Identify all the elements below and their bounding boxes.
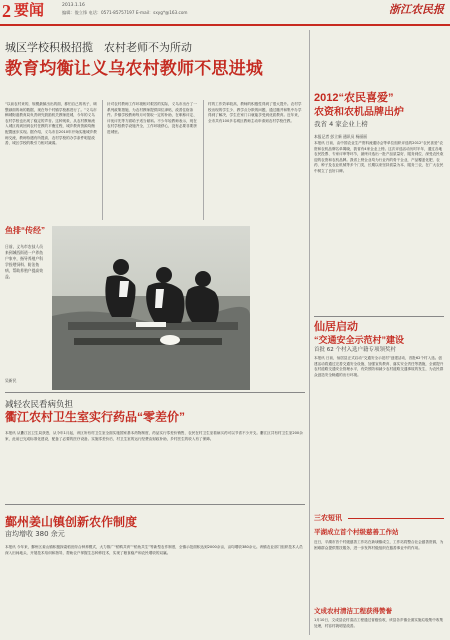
column-rule <box>102 100 103 220</box>
main-body-col2: 针对农村教师工作环境相对艰苦的实际，义乌市出台了一系列政策措施，为农村教师提供岗位津贴，改善住宿条件。乡镇学校教师每月可领取一定的补助，在职称评定、评优评先等方面给予适当倾斜。不少年轻教师表示，现在农村学校教学设施齐全，工作环境舒心，没有必要非要挤进城里。 <box>107 102 197 134</box>
right-mid-kicker: 仙居启动 <box>314 321 358 333</box>
right-mid-subhead: 首批 62 个村入选户籍专项领奖村 <box>314 347 396 353</box>
photo-author: 吴新民 <box>5 378 17 383</box>
photo-caption: 日前，义乌市农技人员来到城西街道一户养鱼户家中，指导养殖户科学投喂饲料、防治鱼病，帮助养殖户提高效益。 <box>5 244 43 279</box>
right-bottom-item1-body: 近日，平湖市首个村级慈善工作站在新埭镇成立，工作站将整合社会慈善资源，为困难群众提供帮扶服务，进一步发挥村级组织在慈善事业中的作用。 <box>314 540 444 550</box>
masthead-logo: 浙江农民报 <box>389 4 444 16</box>
photo-fish-farmers-image <box>52 226 250 390</box>
story2-kicker: 减轻农民看病负担 <box>5 399 74 409</box>
column-rule <box>309 30 310 635</box>
header-rule <box>0 24 450 26</box>
photo-label: 鱼排“传经” <box>5 226 45 235</box>
section-divider <box>5 392 305 393</box>
right-mid-body: 本报讯 日前，仙居县正式启动“交通安全示范村”创建活动，首批62个村入选。创建活动将通过完善交通安全设施、加强宣传教育、落实安全责任等措施，全面提升农村道路交通安全管理水平，有效预防和减少农村道路交通事故的发生，为农民群众创造安全畅通的出行环境。 <box>314 356 444 377</box>
right-bottom-item2-title: 文成农村清洁工程获得赞誉 <box>314 608 392 615</box>
main-body-col1: “以前农村来的，规模最频出出的面，都怕自己的孩子，调整副面的场的数据，现在每个村镇学校都进行了。”义乌市稠城街道教育局负责研究鼓励机关教师进城，今年的义乌农村学校也出现了稳定的声音。这种现象，从农村教师流入城区再到回到农村任教的平衡过程，城乡教育资源均衡配置逐步实现。据介绍，义乌市自2010年开始实施城乡教师交流，教师待遇有所提高，农村学校的办学条件明显改善，城区学校的吸引力相对减弱。 <box>5 102 97 146</box>
page-header <box>0 0 450 24</box>
right-bottom-item2-body: 1月10日，文成县农村清洁工程通过省级验收，该县各乡镇全面实施垃圾集中收集处理，村容村貌明显改善。 <box>314 618 444 628</box>
section-divider <box>314 316 444 317</box>
editor-contact: 编辑：俊立锋 电话：0571-85757197 E-mail：sxyg*@163.com <box>62 10 188 15</box>
main-body-col3: 村的工作效率较高，教师的积极性得到了很大提升。农村学校出现的学生少、教学点分散的问题，通过撤并和集中办学得到了解决，学生在家门口就能享受到优质教育。近年来，全市共有100多名城区教师主动申请到农村学校任教。 <box>208 102 302 123</box>
right-top-headline: 农资和农机品牌出炉 <box>314 107 404 118</box>
right-top-body: 本报讯 日前，由中国农业生产资料流通协会等单位组织评选的2012“农民喜爱”农资和农机品牌名单揭晓，我省有4家企业上榜。这次评选活动历时半年，通过各地农民投票、专家评审等环节，最终评选出一批产品质量好、服务到位、深受农民欢迎的农资和农机品牌。我省上榜企业均为行业内的骨干企业，产品覆盖化肥、农药、种子及农业机械等多个门类，长期以来坚持质量为本、服务三农，在广大农民中树立了良好口碑。 <box>314 141 444 173</box>
main-kicker: 城区学校积极招揽 农村老师不为所动 <box>5 42 192 54</box>
story2-body: 本报讯 从衢江区卫生局获悉，从今年1月起，该区所有村卫生室全面实施国家基本药物制度，药品实行零差价销售，农民在村卫生室看病买药可以节省不少开支。衢江区共有村卫生室200余家，此前已完成标准化建设，配备了必要的医疗设备。实施零差价后，村卫生室的运行经费由财政补助，乡村医生的收入有了保障。 <box>5 431 303 441</box>
story3-headline: 鄞州姜山镇创新农作制度 <box>5 515 138 529</box>
right-top-kicker: 2012“农民喜爱” <box>314 92 394 104</box>
page-number: 2 <box>2 1 11 21</box>
story2-headline: 衢江农村卫生室实行药品“零差价” <box>5 410 186 424</box>
issue-date: 2013.1.16 <box>62 3 85 8</box>
column-rule <box>203 100 204 220</box>
right-top-byline: 本报记者 彭立新 通讯员 杨丽丽 <box>314 134 367 139</box>
right-bottom-section-rule <box>348 518 444 519</box>
story3-body: 本报讯 今年来，鄞州区姜山镇积极探索稻田综合种养模式，大力推广“稻鸭共育”“稻鱼共生”等新型农作制度，全镇示范面积达到2000余亩，亩均增收380余元。该镇农业部门组织技术人员深入田间地头，开展技术培训和指导，帮助农户掌握生态种养技术，实现了粮食稳产和农民增收的双赢。 <box>5 545 303 555</box>
section-title: 要闻 <box>14 2 45 19</box>
right-bottom-item1-title: 平湖成立首个村级慈善工作站 <box>314 529 399 536</box>
photo-fish-farmers <box>52 226 250 390</box>
right-bottom-section-title: 三农短讯 <box>314 515 342 522</box>
main-headline: 教育均衡让义乌农村教师不思进城 <box>5 59 263 78</box>
right-mid-headline: “交通安全示范村”建设 <box>314 335 405 345</box>
story3-subhead: 亩均增收 380 余元 <box>5 530 65 538</box>
section-divider <box>5 504 305 505</box>
right-top-subhead: 我省 4 家企业上榜 <box>314 120 368 128</box>
